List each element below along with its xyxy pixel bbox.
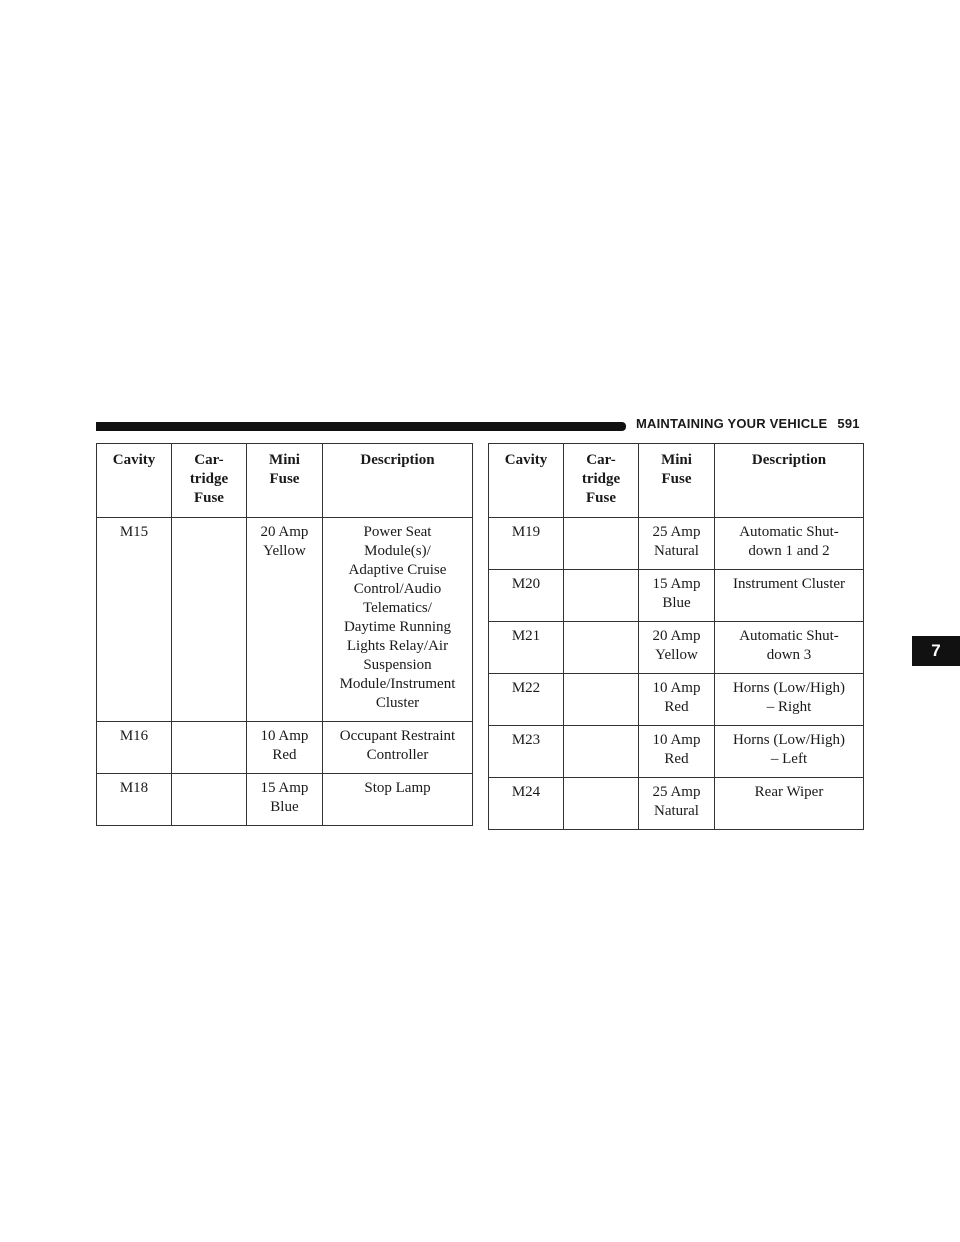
cell-mini-fuse: 15 Amp Blue	[639, 570, 715, 622]
header-cartridge-fuse: Car- tridge Fuse	[564, 444, 639, 518]
cell-cartridge-fuse	[564, 622, 639, 674]
cell-description: Horns (Low/High) – Left	[715, 726, 864, 778]
table-row	[489, 726, 864, 778]
cell-description: Power Seat Module(s)/ Adaptive Cruise Control/Audio Telematics/ Daytime Running Lights Relay/Air Suspension Module/Instrument Cluster	[322, 518, 472, 722]
cell-cartridge-fuse	[564, 674, 639, 726]
table-header-row	[97, 444, 473, 518]
cell-mini-fuse: 15 Amp Blue	[246, 774, 322, 826]
header-rule	[96, 422, 626, 431]
header-description: Description	[322, 444, 472, 518]
table-header-row	[489, 444, 864, 518]
cell-cavity: M23	[511, 732, 541, 748]
header-mini-fuse: Mini Fuse	[246, 444, 322, 518]
cell-cavity: M21	[511, 628, 541, 644]
right-table-body	[489, 518, 864, 830]
table-row	[97, 722, 473, 774]
table-row	[489, 570, 864, 622]
cell-description: Occupant Restraint Controller	[322, 722, 472, 774]
chapter-tab: 7	[912, 636, 960, 666]
section-title: MAINTAINING YOUR VEHICLE	[636, 416, 828, 431]
cell-cartridge-fuse	[564, 726, 639, 778]
table-row	[489, 674, 864, 726]
header-description: Description	[715, 444, 864, 518]
cell-mini-fuse: 20 Amp Yellow	[639, 622, 715, 674]
running-header	[636, 416, 860, 431]
cell-description: Automatic Shut- down 1 and 2	[715, 518, 864, 570]
table-row	[97, 518, 473, 722]
table-row	[97, 774, 473, 826]
table-row	[489, 778, 864, 830]
cell-description: Instrument Cluster	[715, 570, 864, 622]
cell-cavity: M18	[119, 780, 149, 796]
fuse-table-right	[488, 443, 864, 830]
cell-cavity: M22	[511, 680, 541, 696]
table-row	[489, 622, 864, 674]
cell-mini-fuse: 10 Amp Red	[639, 674, 715, 726]
header-mini-fuse: Mini Fuse	[639, 444, 715, 518]
cell-cartridge-fuse	[171, 774, 246, 826]
cell-cartridge-fuse	[171, 722, 246, 774]
header-cavity: Cavity	[112, 452, 156, 468]
cell-description: Horns (Low/High) – Right	[715, 674, 864, 726]
cell-description: Rear Wiper	[715, 778, 864, 830]
cell-cartridge-fuse	[564, 518, 639, 570]
cell-cavity: M19	[511, 524, 541, 540]
header-cartridge-fuse: Car- tridge Fuse	[171, 444, 246, 518]
cell-description: Automatic Shut- down 3	[715, 622, 864, 674]
cell-cartridge-fuse	[564, 778, 639, 830]
cell-mini-fuse: 10 Amp Red	[639, 726, 715, 778]
cell-mini-fuse: 20 Amp Yellow	[246, 518, 322, 722]
cell-cavity: M15	[119, 524, 149, 540]
page-number: 591	[837, 416, 860, 431]
cell-cartridge-fuse	[564, 570, 639, 622]
cell-cavity: M16	[119, 728, 149, 744]
table-row	[489, 518, 864, 570]
cell-cavity: M24	[511, 784, 541, 800]
header-cavity: Cavity	[504, 452, 548, 468]
fuse-table-left	[96, 443, 473, 826]
cell-mini-fuse: 25 Amp Natural	[639, 518, 715, 570]
cell-mini-fuse: 25 Amp Natural	[639, 778, 715, 830]
left-table-body	[97, 518, 473, 826]
cell-description: Stop Lamp	[322, 774, 472, 826]
cell-cavity: M20	[511, 576, 541, 592]
cell-mini-fuse: 10 Amp Red	[246, 722, 322, 774]
cell-cartridge-fuse	[171, 518, 246, 722]
